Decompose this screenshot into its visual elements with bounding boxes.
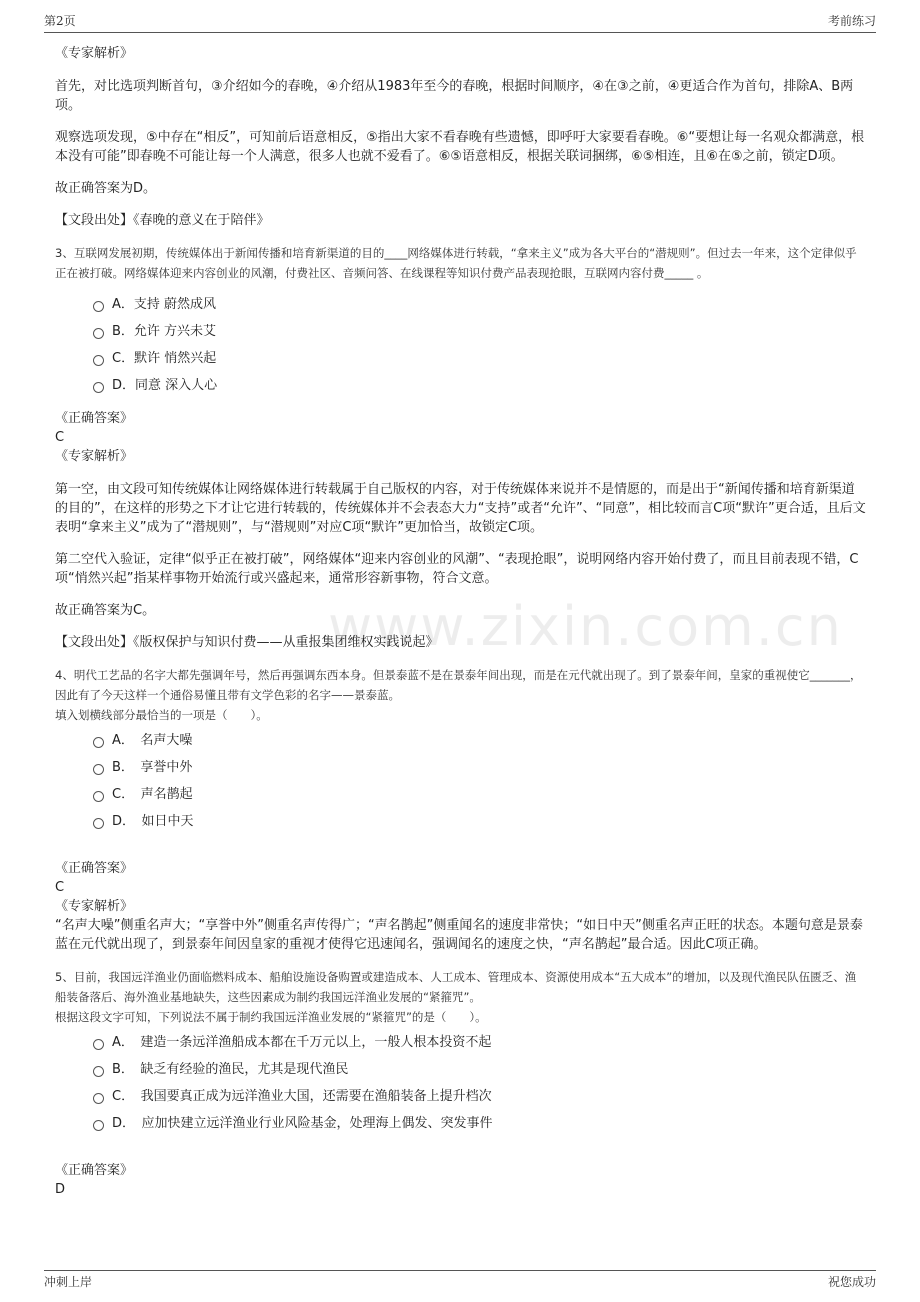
radio-icon[interactable] <box>93 764 104 775</box>
footer-right: 祝您成功 <box>827 1275 876 1289</box>
radio-icon[interactable] <box>93 382 104 393</box>
option-c[interactable]: C．默许 悄然兴起 <box>93 345 867 372</box>
radio-icon[interactable] <box>93 328 104 339</box>
option-d[interactable]: D． 应加快建立远洋渔业行业风险基金，处理海上偶发、突发事件 <box>93 1110 867 1137</box>
option-b[interactable]: B． 享誉中外 <box>93 754 867 781</box>
option-c[interactable]: C． 我国要真正成为远洋渔业大国，还需要在渔船装备上提升档次 <box>93 1083 867 1110</box>
analysis-paragraph: 第二空代入验证，定律“似乎正在被打破”，网络媒体“迎来内容创业的风潮”、“表现抢眼”，说明网络内容开始付费了，而且目前表现不错，C项“悄然兴起”指某样事物开始流行或兴盛起来，通常形容新事物，符合文意。 <box>55 552 859 586</box>
conclusion: 故正确答案为C。 <box>55 603 156 618</box>
option-d[interactable]: D．同意 深入人心 <box>93 372 867 399</box>
question-5-prompt: 根据这段文字可知，下列说法不属于制约我国远洋渔业发展的“紧箍咒”的是（ ）。 <box>55 1010 487 1024</box>
option-a[interactable]: A． 名声大噪 <box>93 727 867 754</box>
page-header <box>44 12 876 33</box>
header-title: 考前练习 <box>827 14 876 28</box>
answer-label: 《正确答案》 <box>55 411 134 426</box>
question-4-text: 4、明代工艺品的名字大都先强调年号，然后再强调东西本身。但景泰蓝不是在景泰年间出现，而是在元代就出现了。到了景泰年间，皇家的重视使它_______，因此有了今天这样一个通俗易懂且带有文学色彩的名字——景泰蓝。 <box>55 668 862 702</box>
option-a[interactable]: A．支持 蔚然成风 <box>93 291 867 318</box>
radio-icon[interactable] <box>93 301 104 312</box>
answer-value: C <box>55 880 65 895</box>
analysis-label: 《专家解析》 <box>55 46 134 61</box>
source-citation: 【文段出处】《春晚的意义在于陪伴》 <box>55 213 270 228</box>
page-footer <box>44 1270 876 1293</box>
watermark: www.zixin.com.cn <box>328 595 843 658</box>
question-4-prompt: 填入划横线部分最恰当的一项是（ ）。 <box>55 708 268 722</box>
question-5-options <box>93 1029 867 1137</box>
analysis-label: 《专家解析》 <box>55 449 134 464</box>
question-4-options <box>93 727 867 835</box>
source-citation: 【文段出处】《版权保护与知识付费——从重报集团维权实践说起》 <box>55 635 439 650</box>
radio-icon[interactable] <box>93 1093 104 1104</box>
option-b[interactable]: B．允许 方兴未艾 <box>93 318 867 345</box>
option-a[interactable]: A． 建造一条远洋渔船成本都在千万元以上，一般人根本投资不起 <box>93 1029 867 1056</box>
page-number: 第2页 <box>44 14 76 28</box>
analysis-label: 《专家解析》 <box>55 899 134 914</box>
option-b[interactable]: B． 缺乏有经验的渔民，尤其是现代渔民 <box>93 1056 867 1083</box>
conclusion: 故正确答案为D。 <box>55 181 157 196</box>
question-5-text: 5、目前，我国远洋渔业仍面临燃料成本、船舶设施设备购置或建造成本、人工成本、管理成本、资源使用成本“五大成本”的增加，以及现代渔民队伍匮乏、渔船装备落后、海外渔业基地缺失，这些因素成为制约我国远洋渔业发展的“紧箍咒”。 <box>55 970 857 1004</box>
question-3-text: 3、互联网发展初期，传统媒体出于新闻传播和培育新渠道的目的____网络媒体进行转载，“拿来主义”成为各大平台的“潜规则”。但过去一年来，这个定律似乎正在被打破。网络媒体迎来内容创业的风潮，付费社区、音频问答、在线课程等知识付费产品表现抢眼，互联网内容付费_____ 。 <box>55 246 857 280</box>
analysis-paragraph: “名声大噪”侧重名声大；“享誉中外”侧重名声传得广；“声名鹊起”侧重闻名的速度非常快；“如日中天”侧重名声正旺的状态。本题句意是景泰蓝在元代就出现了，到景泰年间因皇家的重视才使得它迅速闻名，强调闻名的速度之快，“声名鹊起”最合适。因此C项正确。 <box>55 918 863 952</box>
analysis-paragraph: 首先，对比选项判断首句，③介绍如今的春晚，④介绍从1983年至今的春晚，根据时间顺序，④在③之前，④更适合作为首句，排除A、B两项。 <box>55 79 854 113</box>
radio-icon[interactable] <box>93 737 104 748</box>
answer-value: D <box>55 1182 66 1197</box>
radio-icon[interactable] <box>93 355 104 366</box>
radio-icon[interactable] <box>93 1066 104 1077</box>
answer-value: C <box>55 430 65 445</box>
radio-icon[interactable] <box>93 818 104 829</box>
analysis-paragraph: 第一空，由文段可知传统媒体让网络媒体进行转载属于自己版权的内容，对于传统媒体来说并不是情愿的，而是出于“新闻传播和培育新渠道的目的”，在这样的形势之下才让它进行转载的，传统媒体并不会表态大力“支持”或者“允许”、“同意”，相比较而言C项“默许”更合适，且后文表明“拿来主义”成为了“潜规则”，与“潜规则”对应C项“默许”更加恰当，故锁定C项。 <box>55 482 866 535</box>
answer-label: 《正确答案》 <box>55 1163 134 1178</box>
radio-icon[interactable] <box>93 791 104 802</box>
option-d[interactable]: D． 如日中天 <box>93 808 867 835</box>
option-c[interactable]: C． 声名鹊起 <box>93 781 867 808</box>
document-body <box>55 44 867 1199</box>
footer-left: 冲刺上岸 <box>44 1275 93 1289</box>
radio-icon[interactable] <box>93 1039 104 1050</box>
analysis-paragraph: 观察选项发现，⑤中存在“相反”，可知前后语意相反，⑤指出大家不看春晚有些遗憾，即呼吁大家要看春晚。⑥“要想让每一名观众都满意，根本没有可能”即春晚不可能让每一个人满意，很多人也就不爱看了。⑥⑤语意相反，根据关联词捆绑，⑥⑤相连，且⑥在⑤之前，锁定D项。 <box>55 130 865 164</box>
answer-label: 《正确答案》 <box>55 861 134 876</box>
radio-icon[interactable] <box>93 1120 104 1131</box>
question-3-options <box>93 291 867 399</box>
